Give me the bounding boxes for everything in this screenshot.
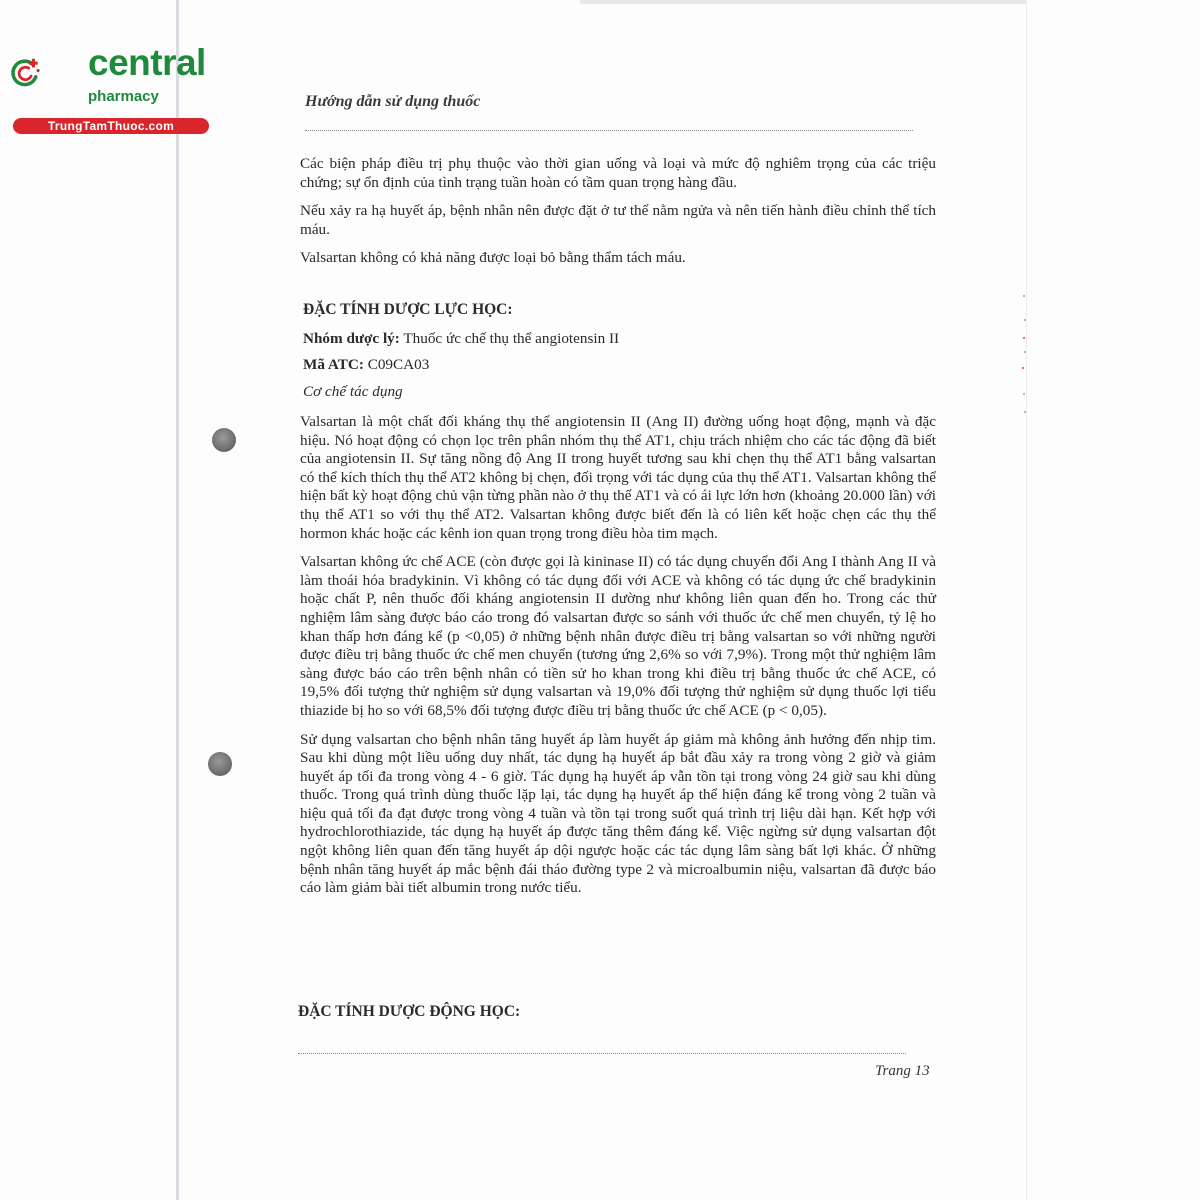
logo-brand-text: central [88,42,206,83]
pharmacodynamics-heading: ĐẶC TÍNH DƯỢC LỰC HỌC: [303,301,513,318]
intro-paragraph-1: Các biện pháp điều trị phụ thuộc vào thời gian uống và loại và mức độ nghiêm trọng của các triệu chứng; sự ổn định của tình trạng tuần hoàn có tầm quan trọng hàng đầu. [300,155,936,191]
logo-sub-text: pharmacy [88,88,159,105]
group-label: Nhóm dược lý: [303,330,400,347]
mechanism-title: Cơ chế tác dụng [303,383,403,400]
punch-hole-bottom [208,752,232,776]
punch-hole-top [212,428,236,452]
page-number: Trang 13 [875,1063,930,1079]
logo-url-badge: TrungTamThuoc.com [13,118,209,134]
intro-paragraph-3: Valsartan không có khả năng được loại bỏ bằng thẩm tách máu. [300,249,686,267]
group-value: Thuốc ức chế thụ thể angiotensin II [403,330,620,347]
atc-code [303,356,429,374]
central-pharmacy-logo-icon [10,36,90,116]
mechanism-paragraph-2: Valsartan không ức chế ACE (còn được gọi là kininase II) có tác dụng chuyển đổi Ang I thành Ang II và làm thoái hóa bradykinin. Vì không có tác dụng đối với ACE và không có tác dụng ức chế bradykinin hoặc chất P, nên thuốc đối kháng angiotensin II dường như không liên quan đến ho. Trong các thử nghiệm lâm sàng được báo cáo trong đó valsartan được so sánh với thuốc ức chế men chuyển, tỷ lệ ho khan thấp hơn đáng kể (p <0,05) ở những bệnh nhân được điều trị bằng valsartan so với những người được điều trị bằng thuốc ức chế men chuyển (tương ứng 2,6% so với 7,9%). Trong một thử nghiệm lâm sàng được báo cáo trên bệnh nhân có tiền sử ho khan trong khi điều trị bằng thuốc ức chế ACE, có 19,5% đối tượng thử nghiệm sử dụng valsartan và 19,0% đối tượng thử nghiệm sử dụng thuốc lợi tiểu thiazide bị ho so với 68,5% đối tượng được điều trị bằng thuốc ức chế ACE (p < 0,05). [300,553,936,719]
atc-value: C09CA03 [367,356,430,373]
running-header: Hướng dẫn sử dụng thuốc [305,93,481,110]
mechanism-paragraph-3: Sử dụng valsartan cho bệnh nhân tăng huyết áp làm huyết áp giảm mà không ảnh hưởng đến nhịp tim. Sau khi dùng một liều uống duy nhất, tác dụng hạ huyết áp bắt đầu xảy ra trong vòng 2 giờ và giảm huyết áp tối đa trong vòng 4 - 6 giờ. Tác dụng hạ huyết áp vẫn tồn tại trong vòng 24 giờ sau khi dùng thuốc. Trong quá trình dùng thuốc lặp lại, tác dụng hạ huyết áp thể hiện đáng kể trong vòng 2 tuần và hiệu quả tối đa đạt được trong vòng 4 tuần và tồn tại trong suốt quá trình trị liệu dài hạn. Kết hợp với hydrochlorothiazide, tác dụng hạ huyết áp được tăng thêm đáng kể. Việc ngừng sử dụng valsartan đột ngột không liên quan đến tăng huyết áp dội ngược hoặc các tác dụng lâm sàng bất lợi khác. Ở những bệnh nhân tăng huyết áp mắc bệnh đái tháo đường type 2 và microalbumin niệu, valsartan đã được báo cáo làm giảm bài tiết albumin trong nước tiểu. [300,730,936,897]
pharmacokinetics-heading: ĐẶC TÍNH DƯỢC ĐỘNG HỌC: [298,1003,521,1020]
mechanism-paragraph-1: Valsartan là một chất đối kháng thụ thể angiotensin II (Ang II) đường uống hoạt động, mạnh và đặc hiệu. Nó hoạt động có chọn lọc trên phân nhóm thụ thể AT1, chịu trách nhiệm cho các tác động đã biết của angiotensin II. Sự tăng nồng độ Ang II trong huyết tương sau khi chẹn thụ thể AT1 bằng valsartan có thể kích thích thụ thể AT2 không bị chẹn, đối trọng với tác dụng của thụ thể AT1. Valsartan không thể hiện bất kỳ hoạt động chủ vận từng phần nào ở thụ thể AT1 và có ái lực lớn hơn (khoảng 20.000 lần) với thụ thể AT1 so với thụ thể AT2. Valsartan không được biết đến là có liên kết hoặc chẹn các thụ thể hormon khác hoặc các kênh ion quan trọng trong điều hòa tim mạch. [300,413,936,542]
page-right-edge [1026,0,1027,1200]
intro-paragraph-2: Nếu xảy ra hạ huyết áp, bệnh nhân nên được đặt ở tư thế nằm ngửa và nên tiến hành điều chỉnh thể tích máu. [300,202,936,238]
intro-block [300,155,936,278]
margin-marks-icon [1018,290,1030,420]
footer-rule [298,1053,906,1054]
mechanism-block [300,413,936,908]
page-left-edge [176,0,179,1200]
page-top-edge [580,0,1026,4]
header-rule [305,130,913,131]
pharmacologic-group [303,330,619,348]
atc-label: Mã ATC: [303,356,364,373]
